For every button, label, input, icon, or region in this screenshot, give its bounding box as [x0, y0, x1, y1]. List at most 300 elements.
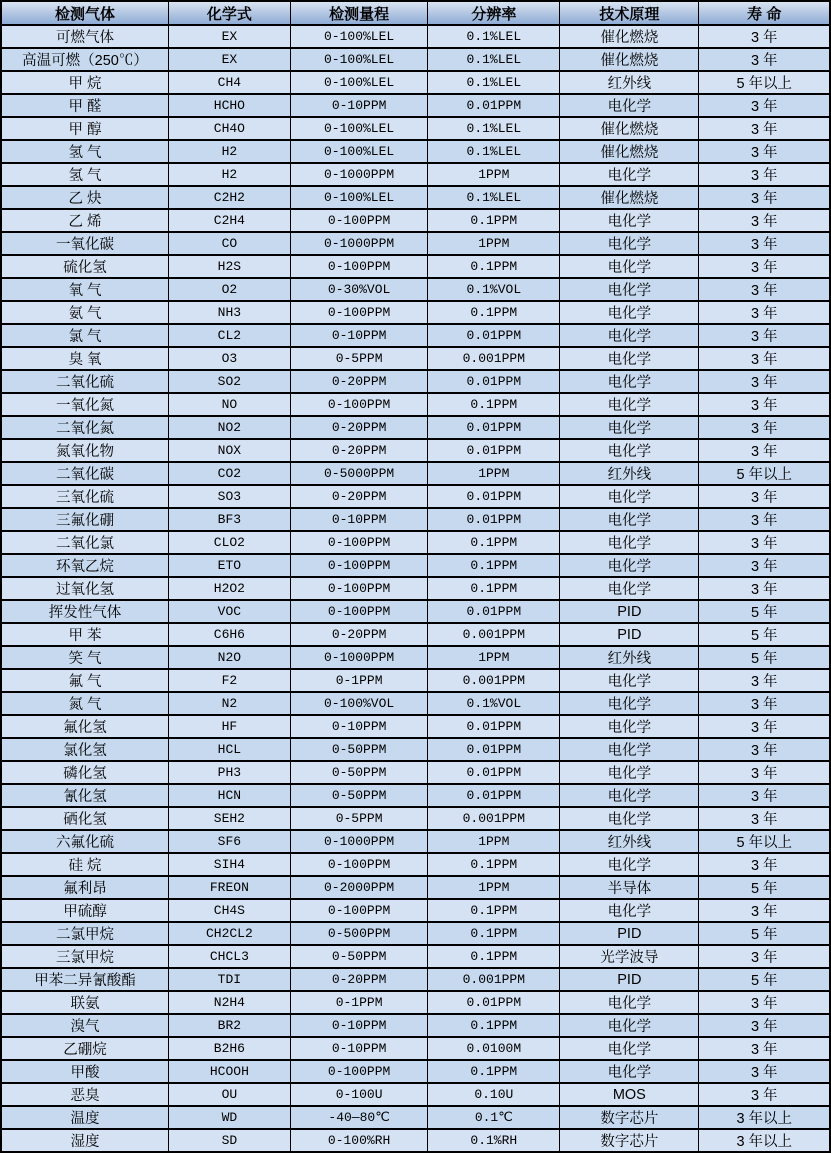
cell-formula: BR2: [168, 1014, 290, 1037]
cell-resolution: 0.01PPM: [428, 416, 560, 439]
cell-gas-name: 氨 气: [1, 301, 168, 324]
cell-range: 0-1PPM: [290, 991, 428, 1014]
cell-principle: 电化学: [560, 991, 699, 1014]
table-row: [1, 370, 830, 393]
cell-principle: 电化学: [560, 807, 699, 830]
cell-lifespan: 3 年: [699, 715, 830, 738]
table-row: [1, 646, 830, 669]
cell-resolution: 0.001PPM: [428, 347, 560, 370]
column-header-gas: 检测气体: [1, 1, 168, 25]
cell-resolution: 1PPM: [428, 646, 560, 669]
cell-range: 0-1000PPM: [290, 163, 428, 186]
cell-resolution: 0.1PPM: [428, 554, 560, 577]
cell-resolution: 1PPM: [428, 163, 560, 186]
cell-resolution: 0.1%VOL: [428, 278, 560, 301]
cell-gas-name: 磷化氢: [1, 761, 168, 784]
cell-formula: EX: [168, 25, 290, 48]
cell-gas-name: 甲 烷: [1, 71, 168, 94]
cell-gas-name: 甲酸: [1, 1060, 168, 1083]
cell-principle: 电化学: [560, 1014, 699, 1037]
table-row: [1, 876, 830, 899]
cell-resolution: 0.1PPM: [428, 301, 560, 324]
cell-lifespan: 3 年: [699, 1014, 830, 1037]
cell-range: 0-1PPM: [290, 669, 428, 692]
cell-principle: 催化燃烧: [560, 140, 699, 163]
cell-range: 0-10PPM: [290, 715, 428, 738]
cell-principle: 电化学: [560, 577, 699, 600]
cell-gas-name: 氯化氢: [1, 738, 168, 761]
cell-gas-name: 三氯甲烷: [1, 945, 168, 968]
cell-resolution: 0.1PPM: [428, 393, 560, 416]
cell-lifespan: 3 年: [699, 439, 830, 462]
cell-resolution: 1PPM: [428, 830, 560, 853]
cell-lifespan: 5 年: [699, 600, 830, 623]
cell-formula: H2: [168, 140, 290, 163]
cell-gas-name: 甲苯二异氰酸酯: [1, 968, 168, 991]
cell-formula: SD: [168, 1129, 290, 1152]
cell-formula: BF3: [168, 508, 290, 531]
cell-range: 0-1000PPM: [290, 830, 428, 853]
cell-principle: 电化学: [560, 485, 699, 508]
cell-formula: PH3: [168, 761, 290, 784]
cell-gas-name: 一氧化碳: [1, 232, 168, 255]
cell-range: 0-1000PPM: [290, 646, 428, 669]
cell-gas-name: 二氧化氮: [1, 416, 168, 439]
cell-formula: NOX: [168, 439, 290, 462]
cell-gas-name: 湿度: [1, 1129, 168, 1152]
table-row: [1, 991, 830, 1014]
cell-resolution: 0.1PPM: [428, 899, 560, 922]
cell-range: 0-100%LEL: [290, 48, 428, 71]
cell-resolution: 0.1PPM: [428, 531, 560, 554]
cell-range: 0-100%RH: [290, 1129, 428, 1152]
cell-formula: NO: [168, 393, 290, 416]
cell-formula: EX: [168, 48, 290, 71]
cell-gas-name: 三氟化硼: [1, 508, 168, 531]
table-row: [1, 48, 830, 71]
cell-resolution: 0.01PPM: [428, 761, 560, 784]
cell-resolution: 0.001PPM: [428, 807, 560, 830]
table-row: [1, 600, 830, 623]
table-row: [1, 715, 830, 738]
cell-formula: CHCL3: [168, 945, 290, 968]
cell-resolution: 0.01PPM: [428, 370, 560, 393]
cell-lifespan: 3 年: [699, 761, 830, 784]
cell-lifespan: 3 年: [699, 347, 830, 370]
cell-lifespan: 3 年: [699, 416, 830, 439]
cell-range: 0-100%LEL: [290, 117, 428, 140]
cell-formula: O3: [168, 347, 290, 370]
cell-resolution: 0.01PPM: [428, 508, 560, 531]
cell-lifespan: 3 年: [699, 25, 830, 48]
cell-formula: SIH4: [168, 853, 290, 876]
cell-formula: C2H2: [168, 186, 290, 209]
cell-gas-name: 二氧化碳: [1, 462, 168, 485]
cell-gas-name: 氟化氢: [1, 715, 168, 738]
cell-range: 0-100PPM: [290, 209, 428, 232]
cell-range: 0-30%VOL: [290, 278, 428, 301]
cell-principle: 电化学: [560, 738, 699, 761]
table-row: [1, 968, 830, 991]
cell-lifespan: 5 年: [699, 968, 830, 991]
cell-principle: 电化学: [560, 393, 699, 416]
table-row: [1, 669, 830, 692]
cell-formula: HCHO: [168, 94, 290, 117]
table-row: [1, 255, 830, 278]
table-row: [1, 1106, 830, 1129]
cell-range: 0-500PPM: [290, 922, 428, 945]
cell-formula: HCOOH: [168, 1060, 290, 1083]
column-header-resolution: 分辨率: [428, 1, 560, 25]
cell-gas-name: 挥发性气体: [1, 600, 168, 623]
cell-range: 0-100%VOL: [290, 692, 428, 715]
cell-formula: N2O: [168, 646, 290, 669]
cell-principle: 催化燃烧: [560, 48, 699, 71]
cell-range: 0-1000PPM: [290, 232, 428, 255]
cell-gas-name: 甲 醇: [1, 117, 168, 140]
table-row: [1, 577, 830, 600]
column-header-formula: 化学式: [168, 1, 290, 25]
table-row: [1, 25, 830, 48]
cell-gas-name: 氢 气: [1, 140, 168, 163]
cell-formula: H2S: [168, 255, 290, 278]
cell-gas-name: 温度: [1, 1106, 168, 1129]
cell-resolution: 0.1PPM: [428, 922, 560, 945]
cell-lifespan: 3 年: [699, 485, 830, 508]
cell-lifespan: 3 年: [699, 669, 830, 692]
cell-range: 0-100%LEL: [290, 25, 428, 48]
table-row: [1, 278, 830, 301]
cell-formula: CH4: [168, 71, 290, 94]
cell-resolution: 0.01PPM: [428, 94, 560, 117]
cell-principle: 电化学: [560, 554, 699, 577]
cell-lifespan: 3 年: [699, 807, 830, 830]
table-row: [1, 554, 830, 577]
cell-gas-name: 氟 气: [1, 669, 168, 692]
table-row: [1, 439, 830, 462]
cell-gas-name: 三氧化硫: [1, 485, 168, 508]
cell-gas-name: 高温可燃（250℃）: [1, 48, 168, 71]
cell-formula: OU: [168, 1083, 290, 1106]
cell-formula: WD: [168, 1106, 290, 1129]
cell-formula: HCL: [168, 738, 290, 761]
header-row: [1, 1, 830, 25]
cell-principle: 电化学: [560, 784, 699, 807]
column-header-principle: 技术原理: [560, 1, 699, 25]
cell-lifespan: 3 年: [699, 324, 830, 347]
cell-principle: 电化学: [560, 692, 699, 715]
cell-range: 0-10PPM: [290, 508, 428, 531]
table-row: [1, 531, 830, 554]
cell-range: 0-20PPM: [290, 439, 428, 462]
cell-formula: CL2: [168, 324, 290, 347]
cell-gas-name: 氯 气: [1, 324, 168, 347]
cell-resolution: 0.1℃: [428, 1106, 560, 1129]
cell-gas-name: 乙 炔: [1, 186, 168, 209]
cell-principle: PID: [560, 600, 699, 623]
cell-principle: 电化学: [560, 715, 699, 738]
cell-gas-name: 环氧乙烷: [1, 554, 168, 577]
cell-range: 0-20PPM: [290, 623, 428, 646]
cell-range: 0-100PPM: [290, 577, 428, 600]
cell-lifespan: 3 年: [699, 1037, 830, 1060]
cell-principle: 电化学: [560, 232, 699, 255]
cell-principle: 催化燃烧: [560, 117, 699, 140]
cell-principle: 数字芯片: [560, 1129, 699, 1152]
cell-gas-name: 氰化氢: [1, 784, 168, 807]
cell-resolution: 0.01PPM: [428, 485, 560, 508]
cell-principle: MOS: [560, 1083, 699, 1106]
cell-resolution: 0.01PPM: [428, 324, 560, 347]
table-row: [1, 186, 830, 209]
table-row: [1, 140, 830, 163]
cell-lifespan: 3 年: [699, 278, 830, 301]
cell-formula: SO2: [168, 370, 290, 393]
cell-gas-name: 乙 烯: [1, 209, 168, 232]
cell-gas-name: 氧 气: [1, 278, 168, 301]
table-row: [1, 692, 830, 715]
cell-range: 0-10PPM: [290, 1037, 428, 1060]
cell-principle: 半导体: [560, 876, 699, 899]
table-row: [1, 232, 830, 255]
cell-lifespan: 3 年: [699, 899, 830, 922]
cell-formula: TDI: [168, 968, 290, 991]
cell-lifespan: 5 年: [699, 646, 830, 669]
table-row: [1, 761, 830, 784]
cell-resolution: 0.1%RH: [428, 1129, 560, 1152]
cell-range: 0-100%LEL: [290, 140, 428, 163]
cell-principle: 电化学: [560, 508, 699, 531]
cell-formula: F2: [168, 669, 290, 692]
cell-principle: 红外线: [560, 462, 699, 485]
table-row: [1, 853, 830, 876]
cell-formula: VOC: [168, 600, 290, 623]
cell-principle: 光学波导: [560, 945, 699, 968]
cell-range: 0-10PPM: [290, 94, 428, 117]
cell-gas-name: 硒化氢: [1, 807, 168, 830]
cell-lifespan: 3 年: [699, 117, 830, 140]
table-row: [1, 1083, 830, 1106]
cell-principle: 电化学: [560, 853, 699, 876]
cell-gas-name: 笑 气: [1, 646, 168, 669]
cell-principle: 红外线: [560, 830, 699, 853]
cell-range: 0-20PPM: [290, 370, 428, 393]
cell-range: 0-100%LEL: [290, 186, 428, 209]
cell-lifespan: 3 年: [699, 991, 830, 1014]
cell-gas-name: 甲硫醇: [1, 899, 168, 922]
cell-resolution: 0.01PPM: [428, 991, 560, 1014]
cell-resolution: 0.0100M: [428, 1037, 560, 1060]
cell-lifespan: 3 年: [699, 853, 830, 876]
cell-resolution: 0.1PPM: [428, 577, 560, 600]
cell-gas-name: 一氧化氮: [1, 393, 168, 416]
cell-resolution: 0.1%LEL: [428, 71, 560, 94]
cell-resolution: 0.001PPM: [428, 623, 560, 646]
cell-range: 0-100PPM: [290, 301, 428, 324]
column-header-lifespan: 寿 命: [699, 1, 830, 25]
cell-formula: CH4O: [168, 117, 290, 140]
cell-formula: SEH2: [168, 807, 290, 830]
table-body: [1, 25, 830, 1152]
cell-resolution: 0.1%LEL: [428, 140, 560, 163]
cell-lifespan: 3 年: [699, 140, 830, 163]
cell-lifespan: 5 年: [699, 876, 830, 899]
cell-gas-name: 硫化氢: [1, 255, 168, 278]
cell-principle: 电化学: [560, 347, 699, 370]
table-row: [1, 347, 830, 370]
cell-resolution: 0.1%LEL: [428, 186, 560, 209]
table-row: [1, 899, 830, 922]
cell-resolution: 0.1PPM: [428, 945, 560, 968]
cell-principle: 红外线: [560, 71, 699, 94]
cell-gas-name: 过氧化氢: [1, 577, 168, 600]
cell-lifespan: 3 年以上: [699, 1129, 830, 1152]
cell-lifespan: 5 年: [699, 623, 830, 646]
cell-formula: B2H6: [168, 1037, 290, 1060]
cell-principle: 电化学: [560, 416, 699, 439]
cell-principle: PID: [560, 968, 699, 991]
cell-gas-name: 二氯甲烷: [1, 922, 168, 945]
cell-range: 0-100U: [290, 1083, 428, 1106]
table-row: [1, 416, 830, 439]
cell-lifespan: 5 年以上: [699, 71, 830, 94]
cell-formula: FREON: [168, 876, 290, 899]
cell-lifespan: 3 年: [699, 209, 830, 232]
cell-lifespan: 3 年: [699, 945, 830, 968]
cell-formula: CO: [168, 232, 290, 255]
cell-resolution: 0.1%LEL: [428, 25, 560, 48]
cell-lifespan: 3 年: [699, 94, 830, 117]
table-row: [1, 945, 830, 968]
cell-gas-name: 甲 苯: [1, 623, 168, 646]
cell-resolution: 1PPM: [428, 462, 560, 485]
cell-principle: PID: [560, 623, 699, 646]
cell-formula: N2: [168, 692, 290, 715]
cell-gas-name: 甲 醛: [1, 94, 168, 117]
cell-lifespan: 3 年: [699, 577, 830, 600]
cell-principle: 红外线: [560, 646, 699, 669]
cell-resolution: 1PPM: [428, 232, 560, 255]
cell-gas-name: 氮氧化物: [1, 439, 168, 462]
cell-formula: C2H4: [168, 209, 290, 232]
table-row: [1, 301, 830, 324]
cell-resolution: 0.1%LEL: [428, 117, 560, 140]
cell-principle: 电化学: [560, 1037, 699, 1060]
table-row: [1, 117, 830, 140]
cell-resolution: 0.01PPM: [428, 738, 560, 761]
table-header: [1, 1, 830, 25]
cell-range: 0-100%LEL: [290, 71, 428, 94]
table-row: [1, 1060, 830, 1083]
cell-resolution: 0.1PPM: [428, 1014, 560, 1037]
cell-principle: 电化学: [560, 94, 699, 117]
table-row: [1, 94, 830, 117]
cell-resolution: 0.1%LEL: [428, 48, 560, 71]
cell-principle: 电化学: [560, 899, 699, 922]
cell-principle: PID: [560, 922, 699, 945]
cell-gas-name: 溴气: [1, 1014, 168, 1037]
cell-range: 0-50PPM: [290, 784, 428, 807]
cell-range: 0-5PPM: [290, 347, 428, 370]
cell-lifespan: 3 年: [699, 738, 830, 761]
cell-gas-name: 氢 气: [1, 163, 168, 186]
cell-principle: 电化学: [560, 301, 699, 324]
cell-formula: SF6: [168, 830, 290, 853]
cell-formula: CO2: [168, 462, 290, 485]
cell-resolution: 0.1PPM: [428, 255, 560, 278]
cell-principle: 电化学: [560, 370, 699, 393]
cell-lifespan: 3 年: [699, 186, 830, 209]
cell-lifespan: 3 年: [699, 232, 830, 255]
cell-principle: 电化学: [560, 531, 699, 554]
cell-range: 0-100PPM: [290, 853, 428, 876]
cell-formula: HCN: [168, 784, 290, 807]
cell-resolution: 0.001PPM: [428, 968, 560, 991]
cell-range: 0-100PPM: [290, 899, 428, 922]
cell-principle: 电化学: [560, 209, 699, 232]
cell-gas-name: 六氟化硫: [1, 830, 168, 853]
cell-principle: 电化学: [560, 324, 699, 347]
cell-lifespan: 3 年: [699, 370, 830, 393]
cell-formula: HF: [168, 715, 290, 738]
cell-lifespan: 3 年以上: [699, 1106, 830, 1129]
cell-resolution: 0.1PPM: [428, 853, 560, 876]
cell-formula: NH3: [168, 301, 290, 324]
cell-principle: 电化学: [560, 439, 699, 462]
cell-resolution: 0.1PPM: [428, 209, 560, 232]
cell-formula: NO2: [168, 416, 290, 439]
cell-gas-name: 乙硼烷: [1, 1037, 168, 1060]
cell-range: 0-100PPM: [290, 600, 428, 623]
cell-gas-name: 硅 烷: [1, 853, 168, 876]
cell-range: 0-100PPM: [290, 554, 428, 577]
cell-lifespan: 3 年: [699, 531, 830, 554]
cell-lifespan: 3 年: [699, 48, 830, 71]
cell-range: -40—80℃: [290, 1106, 428, 1129]
cell-principle: 电化学: [560, 761, 699, 784]
cell-formula: N2H4: [168, 991, 290, 1014]
cell-lifespan: 3 年: [699, 692, 830, 715]
table-row: [1, 1037, 830, 1060]
cell-range: 0-20PPM: [290, 416, 428, 439]
cell-lifespan: 3 年: [699, 163, 830, 186]
cell-gas-name: 联氨: [1, 991, 168, 1014]
cell-range: 0-20PPM: [290, 968, 428, 991]
table-row: [1, 830, 830, 853]
cell-lifespan: 3 年: [699, 393, 830, 416]
cell-principle: 电化学: [560, 669, 699, 692]
table-row: [1, 738, 830, 761]
cell-formula: CH4S: [168, 899, 290, 922]
table-row: [1, 462, 830, 485]
table-row: [1, 1014, 830, 1037]
table-row: [1, 1129, 830, 1152]
cell-resolution: 0.01PPM: [428, 715, 560, 738]
cell-gas-name: 氟利昂: [1, 876, 168, 899]
cell-resolution: 0.01PPM: [428, 600, 560, 623]
cell-range: 0-5000PPM: [290, 462, 428, 485]
cell-range: 0-2000PPM: [290, 876, 428, 899]
table-row: [1, 508, 830, 531]
table-row: [1, 922, 830, 945]
cell-range: 0-20PPM: [290, 485, 428, 508]
cell-gas-name: 可燃气体: [1, 25, 168, 48]
cell-formula: CLO2: [168, 531, 290, 554]
cell-lifespan: 3 年: [699, 255, 830, 278]
cell-principle: 数字芯片: [560, 1106, 699, 1129]
table-row: [1, 623, 830, 646]
cell-lifespan: 3 年: [699, 301, 830, 324]
